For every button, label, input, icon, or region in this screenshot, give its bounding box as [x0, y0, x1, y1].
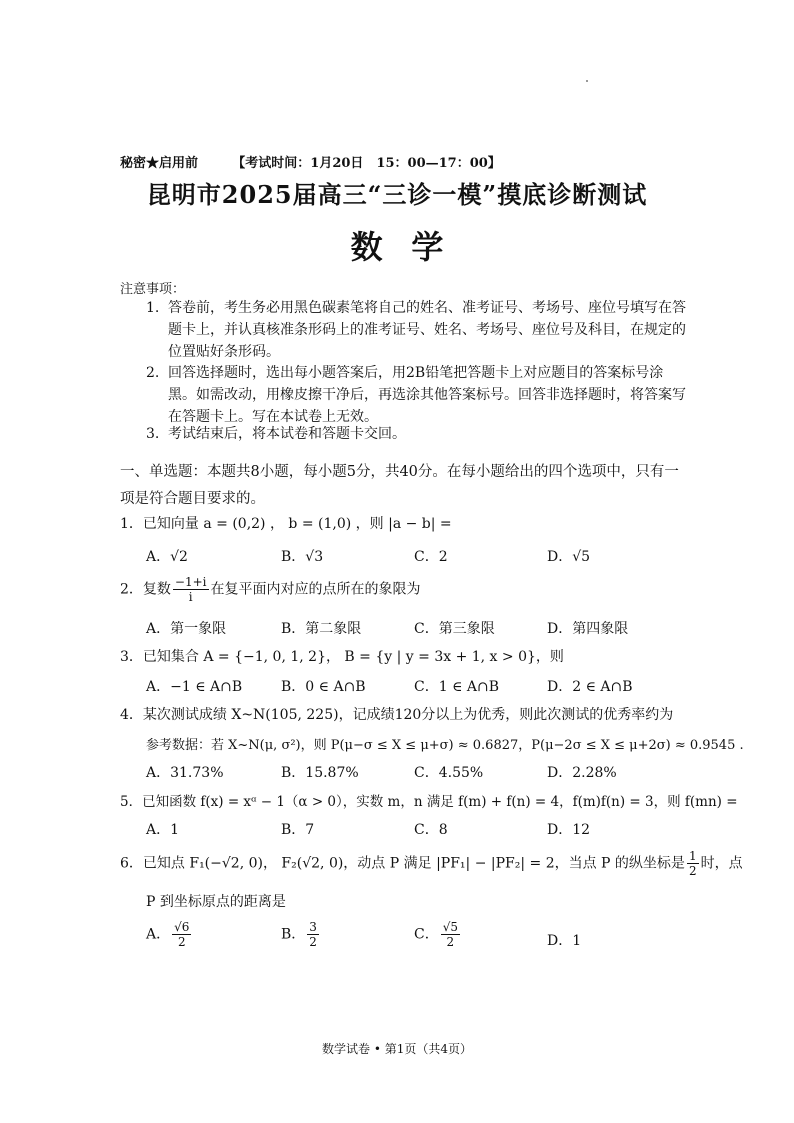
subject-title: 数学: [350, 228, 473, 266]
q6-option-d: D．1: [547, 933, 582, 949]
exam-time: 【考试时间：1月20日 15：00—17：00】: [232, 156, 501, 171]
q2-fraction: $\frac{-1+i}{i}$: [174, 575, 207, 604]
question-5: 5．已知函数 f(x) = xᵅ − 1（α > 0），实数 m，n 满足 f(m) + f(n) = 4，f(m)f(n) = 3，则 f(mn) =: [120, 794, 738, 810]
q4-option-c: C．4.55%: [414, 765, 484, 781]
q2-option-b: B．第二象限: [281, 621, 362, 637]
q4-option-a: A．31.73%: [146, 765, 224, 781]
notice-item-3: 3. 考试结束后，将本试卷和答题卡交回。: [146, 426, 406, 442]
q3-option-b: B．0 ∈ A∩B: [281, 679, 366, 695]
q3-option-d: D．2 ∈ A∩B: [547, 679, 633, 695]
page-title: 昆明市2025届高三“三诊一模”摸底诊断测试: [146, 180, 648, 209]
q5-option-c: C．8: [414, 822, 448, 838]
q6-half-fraction: $\frac{1}{2}$: [688, 849, 697, 878]
question-2: 2．复数 $\frac{-1+i}{i}$ 在复平面内对应的点所在的象限为: [120, 575, 421, 604]
q3-option-c: C．1 ∈ A∩B: [414, 679, 500, 695]
q4-reference-data: 参考数据：若 X~N(μ, σ²)，则 P(μ−σ ≤ X ≤ μ+σ) ≈ 0.6827，P(μ−2σ ≤ X ≤ μ+2σ) ≈ 0.9545 .: [146, 738, 744, 753]
section-heading: 一、单选题：本题共8小题，每小题5分，共40分。在每小题给出的四个选项中，只有一项是符合题目要求的。: [120, 464, 679, 507]
q5-option-b: B．7: [281, 822, 315, 838]
page-footer: 数学试卷 • 第1页（共4页）: [322, 1042, 472, 1056]
scan-speck: [586, 80, 588, 82]
q1-option-c: C．2: [414, 549, 448, 565]
q1-option-b: B．√3: [281, 549, 324, 565]
notice-item-2: 2. 回答选择题时，选出每小题答案后，用2B铅笔把答题卡上对应题目的答案标号涂黑。如需改动，用橡皮擦干净后，再选涂其他答案标号。回答非选择题时，将答案写在答题卡上。写在本试卷上无效。: [146, 365, 686, 425]
q2-option-d: D．第四象限: [547, 621, 629, 637]
question-1: 1．已知向量 a = (0,2) ， b = (1,0) ，则 |a − b| =: [120, 516, 452, 532]
question-4: 4．某次测试成绩 X~N(105, 225)，记成绩120分以上为优秀，则此次测试的优秀率约为: [120, 707, 674, 723]
notice-item-1: 1. 答卷前，考生务必用黑色碳素笔将自己的姓名、准考证号、考场号、座位号填写在答题卡上，并认真核准条形码上的准考证号、姓名、考场号、座位号及科目，在规定的位置贴好条形码。: [146, 300, 686, 360]
q6-option-b: B． $\frac{3}{2}$: [281, 920, 317, 949]
q3-option-a: A．−1 ∈ A∩B: [146, 679, 243, 695]
q1-option-d: D．√5: [547, 549, 591, 565]
question-6-line2: P 到坐标原点的距离是: [146, 894, 286, 910]
q4-option-b: B．15.87%: [281, 765, 359, 781]
q2-option-c: C．第三象限: [414, 621, 495, 637]
exam-header: [120, 152, 501, 171]
q5-option-d: D．12: [547, 822, 591, 838]
q6-option-c: C． $\frac{√5}{2}$: [414, 920, 458, 949]
q2-option-a: A．第一象限: [146, 621, 227, 637]
q1-option-a: A．√2: [146, 549, 188, 565]
q6-option-a: A． $\frac{√6}{2}$: [146, 920, 190, 949]
secret-label: 秘密★启用前: [120, 156, 199, 171]
q5-option-a: A．1: [146, 822, 180, 838]
question-3: 3．已知集合 A = {−1, 0, 1, 2}， B = {y | y = 3x + 1, x > 0}，则: [120, 649, 564, 665]
notice-heading: 注意事项：: [120, 282, 186, 297]
q4-option-d: D．2.28%: [547, 765, 617, 781]
question-6: 6．已知点 F₁(−√2, 0)， F₂(√2, 0)，动点 P 满足 |PF₁| − |PF₂| = 2，当点 P 的纵坐标是 $\frac{1}{2}$ 时，点: [120, 849, 743, 878]
